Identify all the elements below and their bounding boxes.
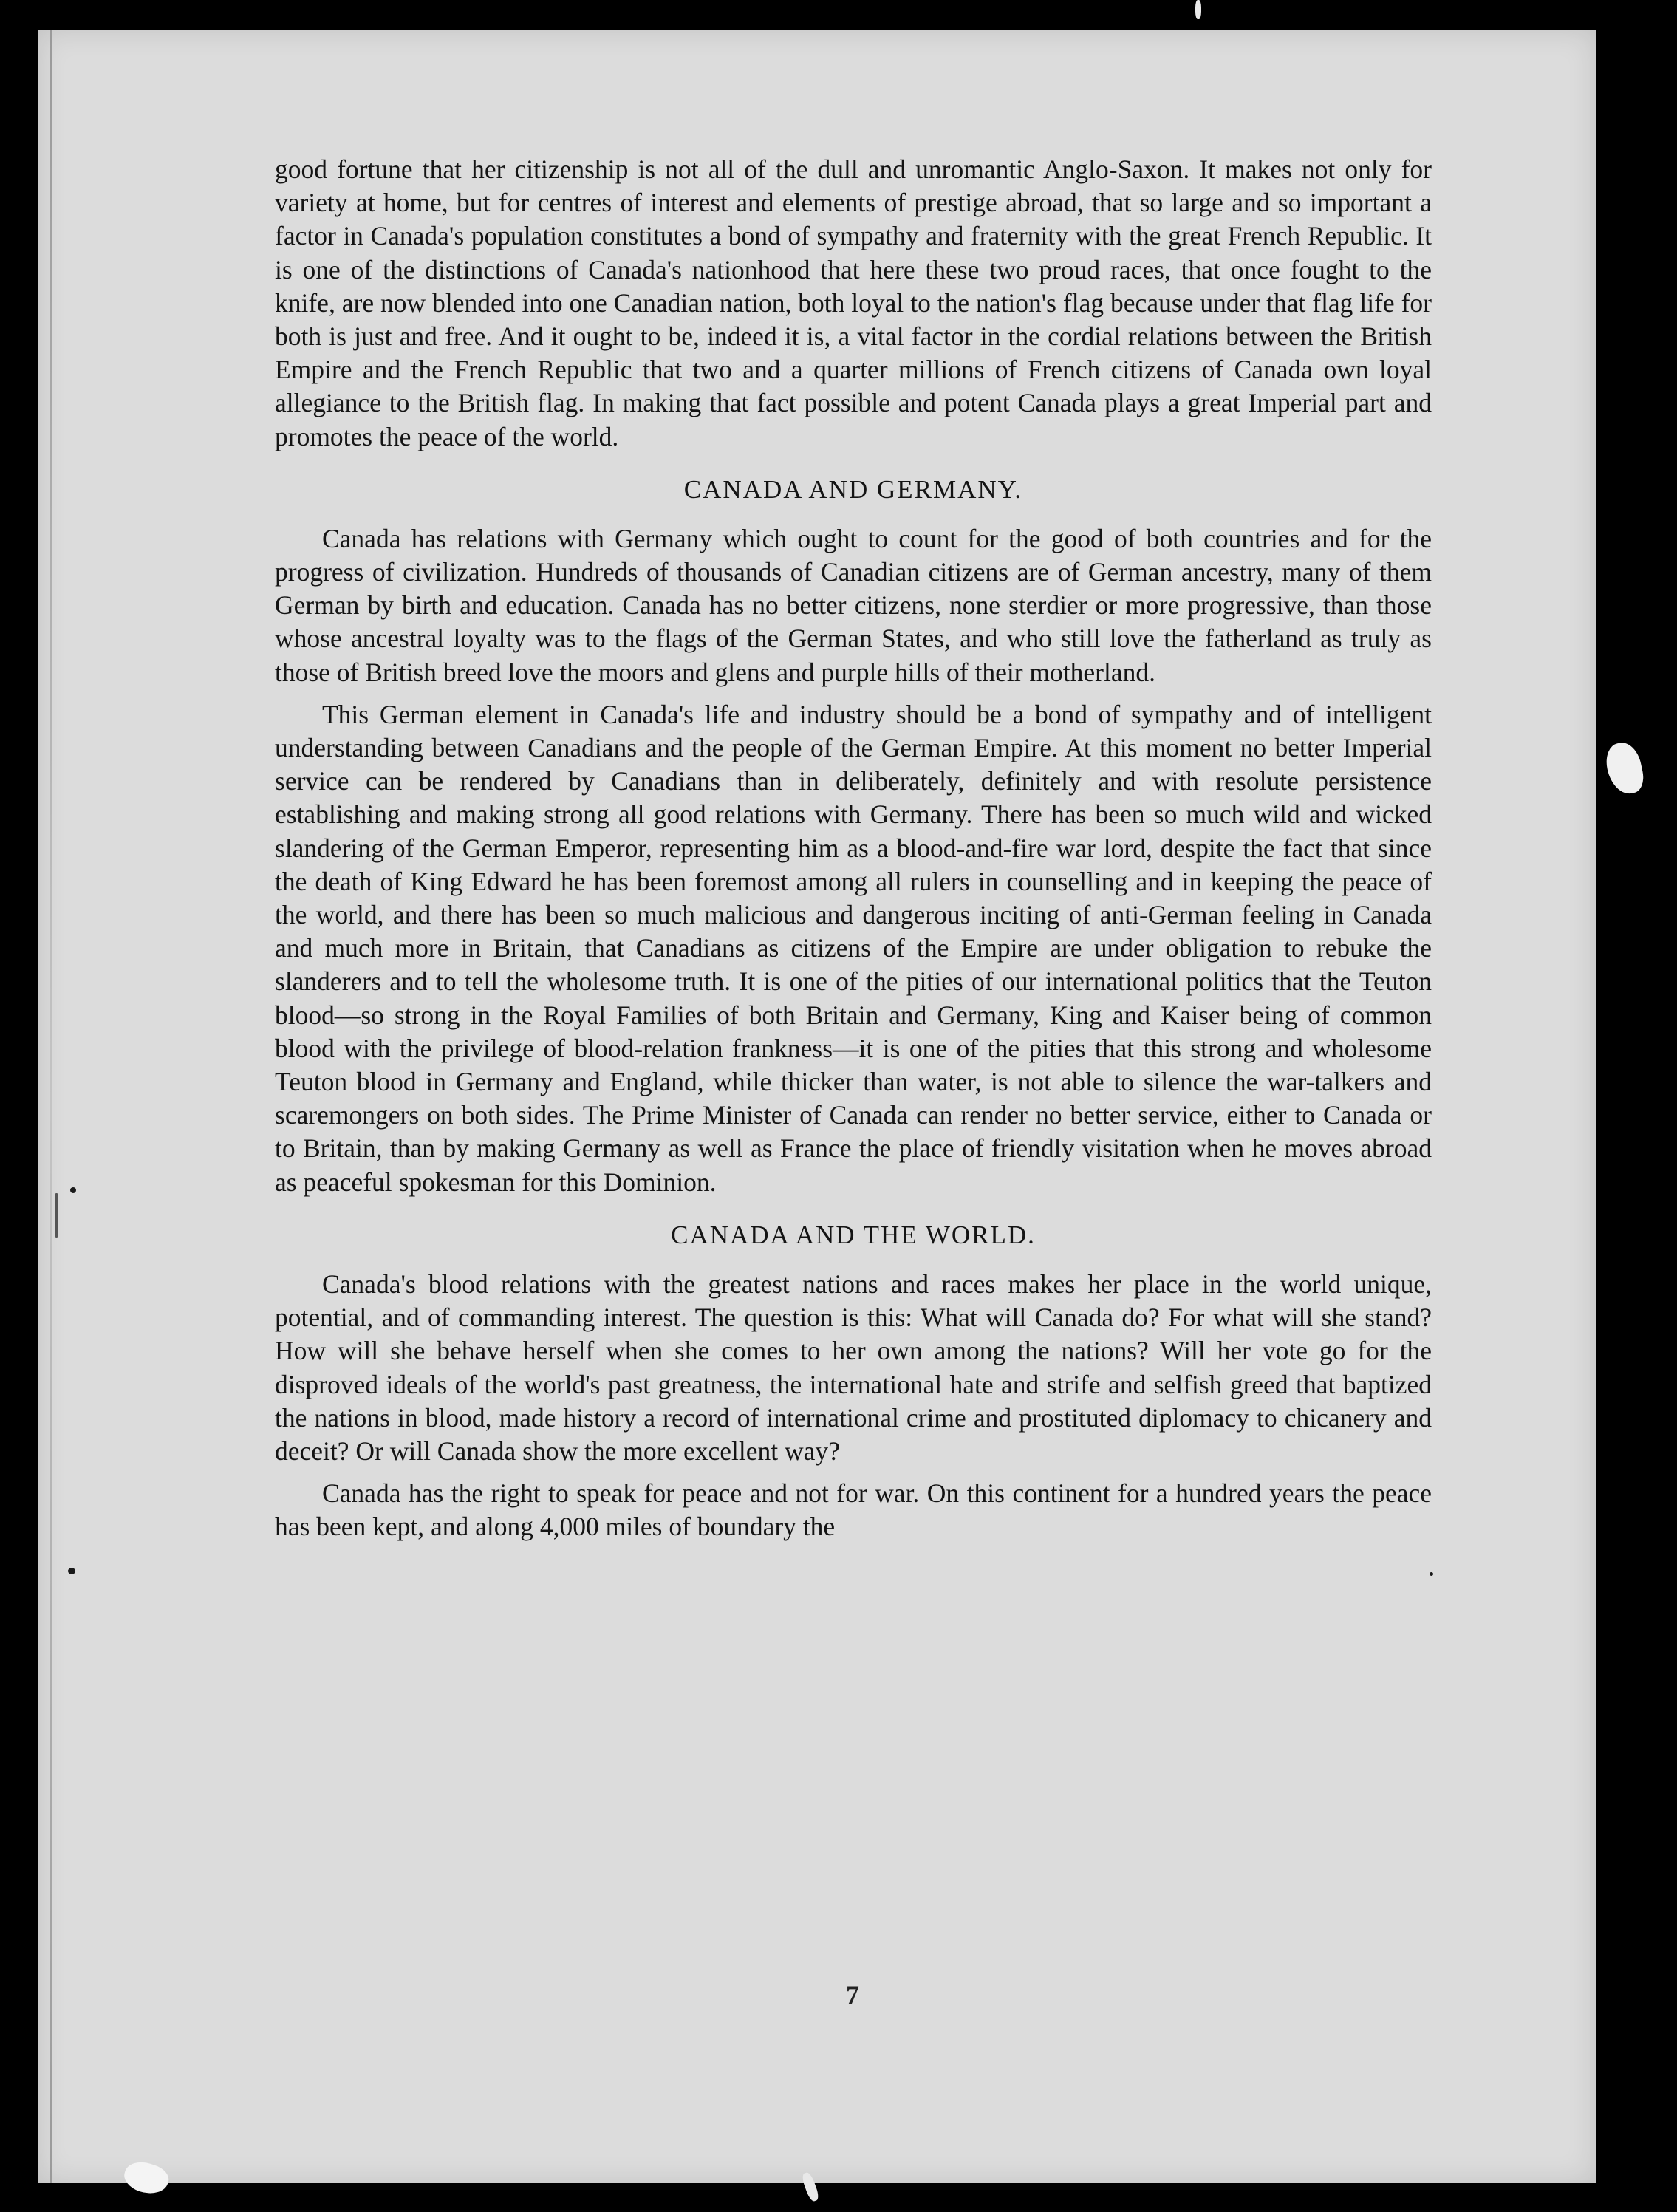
page-number: 7 [846,1980,859,2010]
opening-paragraph: good fortune that her citizenship is not all of the dull and unromantic Anglo-Saxon. It makes not only for variety at home, but for centres of interest and elements of prestige abroad, that so large and so important a factor in Canada's population constitutes a bond of sympathy and fraternity with the great French Republic. It is one of the distinctions of Canada's nationhood that here these two proud races, that once fought to the knife, are now blended into one Canadian nation, both loyal to the nation's flag because under that flag life for both is just and free. And it ought to be, indeed it is, a vital factor in the cordial relations between the British Empire and the French Republic that two and a quarter millions of French citizens of Canada own loyal allegiance to the British flag. In making that fact possible and potent Canada plays a great Imperial part and promotes the peace of the world. [275,154,1432,451]
heading-canada-and-germany: CANADA AND GERMANY. [683,474,1023,504]
scan-mark-top [1195,0,1201,19]
page-gutter-crease [50,30,52,2183]
heading-canada-and-the-world: CANADA AND THE WORLD. [671,1220,1036,1249]
scan-mark-right [1602,740,1647,797]
page-text [275,153,1432,1544]
paragraph-germany-1: Canada has relations with Germany which ought to count for the good of both countries and for the progress of civilization. Hundreds of thousands of Canadian citizens are of German ancestry, many of them German by birth and education. Canada has no better citizens, none sterdier or more progressive, than those whose ancestral loyalty was to the flags of the German States, and who still love the fatherland as truly as those of British breed love the moors and glens and purple hills of their motherland. [275,523,1432,687]
paragraph-world-2: Canada has the right to speak for peace and not for war. On this continent for a hundred years the peace has been kept, and along 4,000 miles of boundary the [275,1478,1432,1542]
paragraph-world-1: Canada's blood relations with the greatest nations and races makes her place in the world unique, potential, and of commanding interest. The question is this: What will Canada do? For what will she stand? How will she behave herself when she comes to her own among the nations? Will her vote go for the disproved ideals of the world's past greatness, the international hate and strife and selfish greed that baptized the nations in blood, made history a record of international crime and prostituted diplomacy to chicanery and deceit? Or will Canada show the more excellent way? [275,1269,1432,1466]
paragraph-germany-2: This German element in Canada's life and industry should be a bond of sympathy and of intelligent understanding between Canadians and the people of the German Empire. At this moment no better Imperial service can be rendered by Canadians than in deliberately, definitely and with resolute persistence establishing and making strong all good relations with Germany. There has been so much wild and wicked slandering of the German Emperor, representing him as a blood-and-fire war lord, despite the fact that since the death of King Edward he has been foremost among all rulers in counselling and in keeping the peace of the world, and there has been so much malicious and dangerous inciting of anti-German feeling in Canada and much more in Britain, that Canadians as citizens of the Empire are under obligation to rebuke the slanderers and to tell the wholesome truth. It is one of the pities of our international politics that the Teuton blood—so strong in the Royal Families of both Britain and Germany, King and Kaiser being of common blood with the privilege of blood-relation frankness—it is one of the pities that this strong and wholesome Teuton blood in Germany and England, while thicker than water, is not able to silence the war-talkers and scaremongers on both sides. The Prime Minister of Canada can render no better service, either to Canada or to Britain, than by making Germany as well as France the place of friendly visitation when he moves abroad as peaceful spokesman for this Dominion. [275,699,1432,1197]
